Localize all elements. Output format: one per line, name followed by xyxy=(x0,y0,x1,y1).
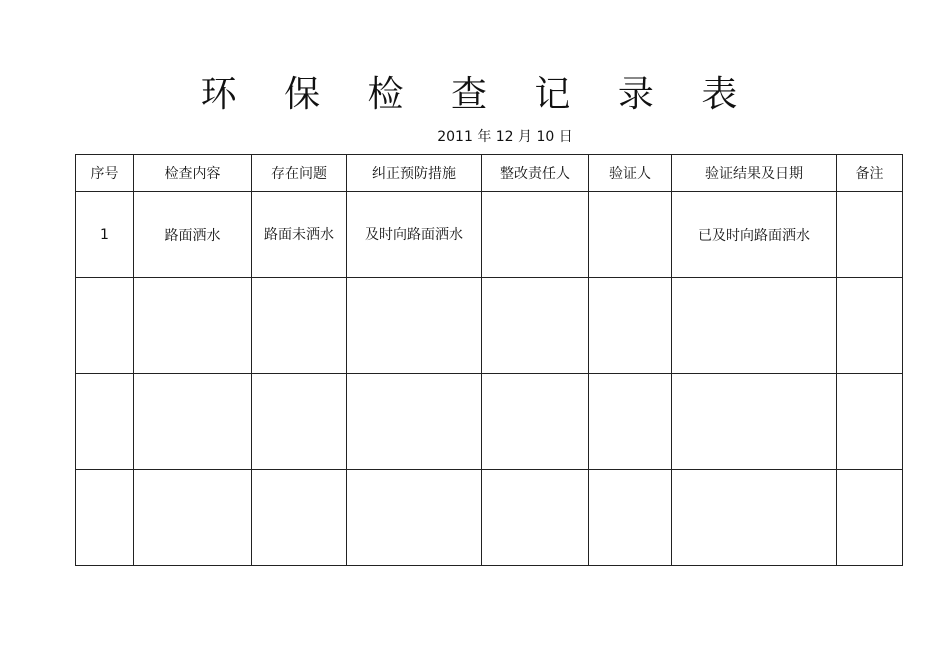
header-rectification-person: 整改责任人 xyxy=(482,155,589,192)
table-cell xyxy=(482,470,589,566)
table-cell xyxy=(252,470,347,566)
table-cell xyxy=(589,374,672,470)
cell-text: 路面未洒水 xyxy=(264,226,334,243)
table-cell: 已及时向路面洒水 xyxy=(672,192,837,278)
header-corrective-measures: 纠正预防措施 xyxy=(347,155,482,192)
header-verifier: 验证人 xyxy=(589,155,672,192)
table-cell xyxy=(76,278,134,374)
table-cell xyxy=(482,192,589,278)
table-cell xyxy=(134,374,252,470)
header-remarks: 备注 xyxy=(837,155,903,192)
table-cell xyxy=(837,374,903,470)
table-cell xyxy=(252,278,347,374)
table-header-row xyxy=(76,155,903,192)
table-cell xyxy=(252,192,347,278)
table-cell xyxy=(589,192,672,278)
table-cell xyxy=(252,374,347,470)
cell-text: 及时向路面洒水 xyxy=(365,226,463,243)
document-date: 2011 年 12 月 10 日 xyxy=(437,129,573,145)
table-row xyxy=(76,192,903,278)
table-cell xyxy=(134,470,252,566)
table-row xyxy=(76,374,903,470)
table-cell: 路面洒水 xyxy=(134,192,252,278)
header-serial-number: 序号 xyxy=(76,155,134,192)
table-cell xyxy=(589,278,672,374)
document-title: 环 保 检 查 记 录 表 xyxy=(200,74,756,115)
table-cell xyxy=(837,192,903,278)
header-existing-problem: 存在问题 xyxy=(252,155,347,192)
table-cell xyxy=(837,278,903,374)
table-cell xyxy=(347,278,482,374)
table-cell xyxy=(347,192,482,278)
table-cell xyxy=(134,278,252,374)
header-inspection-content: 检查内容 xyxy=(134,155,252,192)
table-cell xyxy=(837,470,903,566)
table-cell xyxy=(76,470,134,566)
table-cell: 1 xyxy=(76,192,134,278)
table-cell xyxy=(672,374,837,470)
table-cell xyxy=(672,470,837,566)
table-row xyxy=(76,470,903,566)
table-cell xyxy=(76,374,134,470)
table-cell xyxy=(589,470,672,566)
header-verification-result-date: 验证结果及日期 xyxy=(672,155,837,192)
table-cell xyxy=(672,278,837,374)
table-row xyxy=(76,278,903,374)
table-cell xyxy=(482,374,589,470)
table-cell xyxy=(482,278,589,374)
inspection-record-table xyxy=(75,154,903,566)
table-cell xyxy=(347,470,482,566)
table-cell xyxy=(347,374,482,470)
